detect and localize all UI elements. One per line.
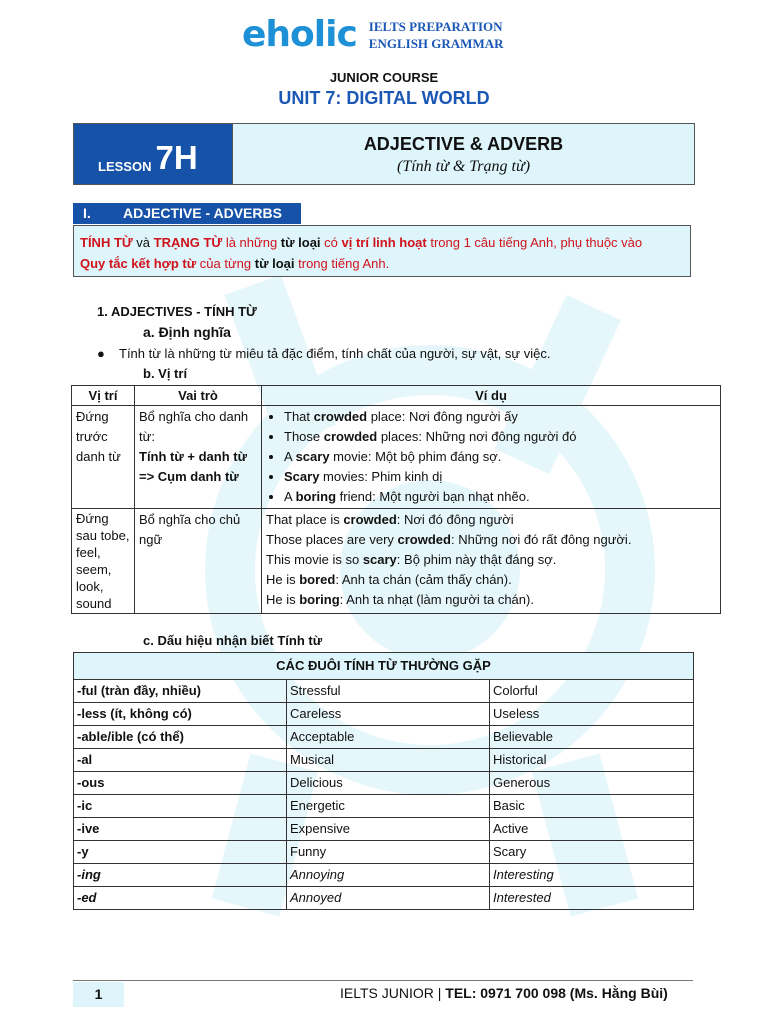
example-cell: Interested: [490, 887, 694, 910]
example-text: movie: Một bộ phim đáng sợ.: [329, 449, 502, 464]
footer-phone: TEL: 0971 700 098 (Ms. Hằng Bùi): [445, 985, 668, 1001]
table-row: [74, 772, 694, 795]
table-row: [74, 887, 694, 910]
example-text: : Anh ta chán (cảm thấy chán).: [335, 572, 512, 587]
example-text: This movie is so: [266, 552, 363, 567]
list-item: [266, 590, 716, 610]
list-item: [284, 487, 716, 507]
table-row: [74, 726, 694, 749]
footer-contact: [340, 985, 668, 1001]
table-header: Ví dụ: [262, 386, 721, 406]
suffix-cell: -ing: [74, 864, 287, 887]
example-cell: Musical: [287, 749, 490, 772]
table-header: Vị trí: [72, 386, 135, 406]
example-text: A: [284, 449, 296, 464]
example-text: places: Những nơi đông người đó: [377, 429, 577, 444]
table-row: [74, 680, 694, 703]
role-text: Bổ nghĩa cho danh từ:: [139, 409, 249, 444]
page-number: 1: [73, 982, 124, 1007]
suffix-cell: -ful (tràn đầy, nhiều): [74, 680, 287, 703]
example-text: That place is: [266, 512, 344, 527]
list-item: [266, 550, 716, 570]
table-row: [74, 703, 694, 726]
example-adjective: crowded: [397, 532, 451, 547]
section-number: I.: [83, 205, 91, 221]
table-header-row: [72, 386, 721, 406]
example-cell: Generous: [490, 772, 694, 795]
example-cell: Annoying: [287, 864, 490, 887]
tagline-ielts: IELTS PREPARATION: [368, 18, 503, 34]
table-row: [74, 749, 694, 772]
example-cell: Acceptable: [287, 726, 490, 749]
example-text: He is: [266, 592, 300, 607]
example-cell: Colorful: [490, 680, 694, 703]
example-cell: Believable: [490, 726, 694, 749]
role-formula: Tính từ + danh từ => Cụm danh từ: [139, 449, 248, 484]
example-adjective: scary: [295, 449, 330, 464]
example-cell: Expensive: [287, 818, 490, 841]
section-heading: [73, 203, 301, 224]
suffix-cell: -less (ít, không có): [74, 703, 287, 726]
example-text: place: Nơi đông người ấy: [367, 409, 518, 424]
intro-box: [73, 225, 691, 277]
lesson-title-block: [232, 124, 694, 184]
example-cell: Historical: [490, 749, 694, 772]
list-item: [266, 530, 716, 550]
suffix-cell: -ed: [74, 887, 287, 910]
suffix-cell: -ive: [74, 818, 287, 841]
section-title: ADJECTIVE - ADVERBS: [123, 205, 282, 221]
definition-text: Tính từ là những từ miêu tả đặc điểm, tính chất của người, sự vật, sự việc.: [119, 346, 551, 361]
example-adjective: Scary: [284, 469, 320, 484]
logo-taglines: [369, 18, 504, 52]
table-row: [72, 509, 721, 614]
example-cell: Energetic: [287, 795, 490, 818]
example-adjective: boring: [299, 592, 340, 607]
example-adjective: boring: [295, 489, 337, 504]
role-cell: Bổ nghĩa cho chủ ngữ: [135, 509, 262, 614]
example-text: friend: Một người bạn nhạt nhẽo.: [336, 489, 530, 504]
list-item: [284, 467, 716, 487]
intro-text: và: [132, 235, 154, 250]
example-cell: Funny: [287, 841, 490, 864]
suffix-cell: -ic: [74, 795, 287, 818]
example-text: Those: [284, 429, 324, 444]
intro-text: là những: [222, 235, 281, 250]
signs-heading: c. Dấu hiệu nhận biết Tính từ: [143, 633, 323, 648]
intro-text: TÍNH TỪ: [80, 235, 133, 250]
intro-text: vị trí linh hoạt: [341, 235, 427, 250]
table-row: [74, 864, 694, 887]
lesson-code: 7H: [155, 139, 198, 176]
example-adjective: crowded: [343, 512, 397, 527]
list-item: [284, 407, 716, 427]
table-header: Vai trò: [135, 386, 262, 406]
suffix-table-title-row: [74, 653, 694, 680]
example-cell: Useless: [490, 703, 694, 726]
table-row: [74, 818, 694, 841]
example-adjective: crowded: [323, 429, 378, 444]
suffix-cell: -al: [74, 749, 287, 772]
example-text: movies: Phim kinh dị: [319, 469, 443, 484]
intro-text: Quy tắc kết hợp từ: [80, 256, 197, 271]
footer-divider: [73, 980, 693, 981]
example-cell: Active: [490, 818, 694, 841]
role-cell: [135, 406, 262, 509]
intro-text: từ loại: [280, 235, 321, 250]
intro-text: TRẠNG TỪ: [153, 235, 223, 250]
position-cell: Đứng trước danh từ: [72, 406, 135, 509]
example-adjective: crowded: [313, 409, 368, 424]
example-text: He is: [266, 572, 300, 587]
position-heading: b. Vị trí: [143, 366, 188, 381]
table-row: [74, 795, 694, 818]
position-cell: Đứng sau tobe, feel, seem, look, sound: [72, 509, 135, 614]
list-item: [266, 510, 716, 530]
list-item: [284, 427, 716, 447]
suffix-cell: -ous: [74, 772, 287, 795]
intro-text: có: [320, 235, 342, 250]
list-item: [266, 570, 716, 590]
example-cell: Stressful: [287, 680, 490, 703]
examples-cell: [262, 509, 721, 614]
example-text: Those places are very: [266, 532, 398, 547]
eholic-logo: eholic: [242, 14, 357, 55]
examples-cell: [262, 406, 721, 509]
intro-text: từ loại: [254, 256, 295, 271]
example-cell: Careless: [287, 703, 490, 726]
tagline-grammar: ENGLISH GRAMMAR: [368, 35, 504, 51]
lesson-title: ADJECTIVE & ADVERB: [363, 134, 564, 154]
lesson-code-block: [74, 124, 232, 184]
position-table: [71, 385, 721, 614]
suffix-table-title: CÁC ĐUÔI TÍNH TỪ THƯỜNG GẶP: [74, 653, 694, 680]
intro-text: của từng: [196, 256, 255, 271]
example-text: That: [284, 409, 314, 424]
example-text: A: [284, 489, 296, 504]
example-adjective: bored: [299, 572, 336, 587]
example-adjective: scary: [362, 552, 397, 567]
lesson-banner: [73, 123, 695, 185]
intro-text: trong tiếng Anh.: [294, 256, 390, 271]
example-text: : Nơi đó đông người: [396, 512, 514, 527]
suffix-cell: -able/ible (có thể): [74, 726, 287, 749]
list-item: [284, 447, 716, 467]
suffix-table: [73, 652, 694, 910]
course-label: JUNIOR COURSE: [329, 70, 439, 85]
lesson-label: LESSON: [98, 159, 152, 174]
example-cell: Interesting: [490, 864, 694, 887]
example-cell: Delicious: [287, 772, 490, 795]
example-cell: Basic: [490, 795, 694, 818]
intro-text: trong 1 câu tiếng Anh, phụ thuộc vào: [426, 235, 643, 250]
table-row: [74, 841, 694, 864]
header-logo-block: [242, 14, 504, 55]
table-row: [72, 406, 721, 509]
definition-heading: a. Định nghĩa: [143, 324, 231, 340]
adjectives-heading: 1. ADJECTIVES - TÍNH TỪ: [97, 304, 257, 319]
example-cell: Scary: [490, 841, 694, 864]
footer-label: IELTS JUNIOR |: [340, 985, 446, 1001]
example-text: : Những nơi đó rất đông người.: [450, 532, 632, 547]
example-text: : Anh ta nhạt (làm người ta chán).: [339, 592, 534, 607]
lesson-subtitle: (Tính từ & Trạng từ): [396, 158, 531, 175]
suffix-cell: -y: [74, 841, 287, 864]
example-text: : Bộ phim này thật đáng sợ.: [396, 552, 557, 567]
unit-title: UNIT 7: DIGITAL WORLD: [278, 88, 490, 108]
example-cell: Annoyed: [287, 887, 490, 910]
definition-bullet: [97, 346, 550, 361]
bullet-icon: ●: [97, 346, 105, 361]
